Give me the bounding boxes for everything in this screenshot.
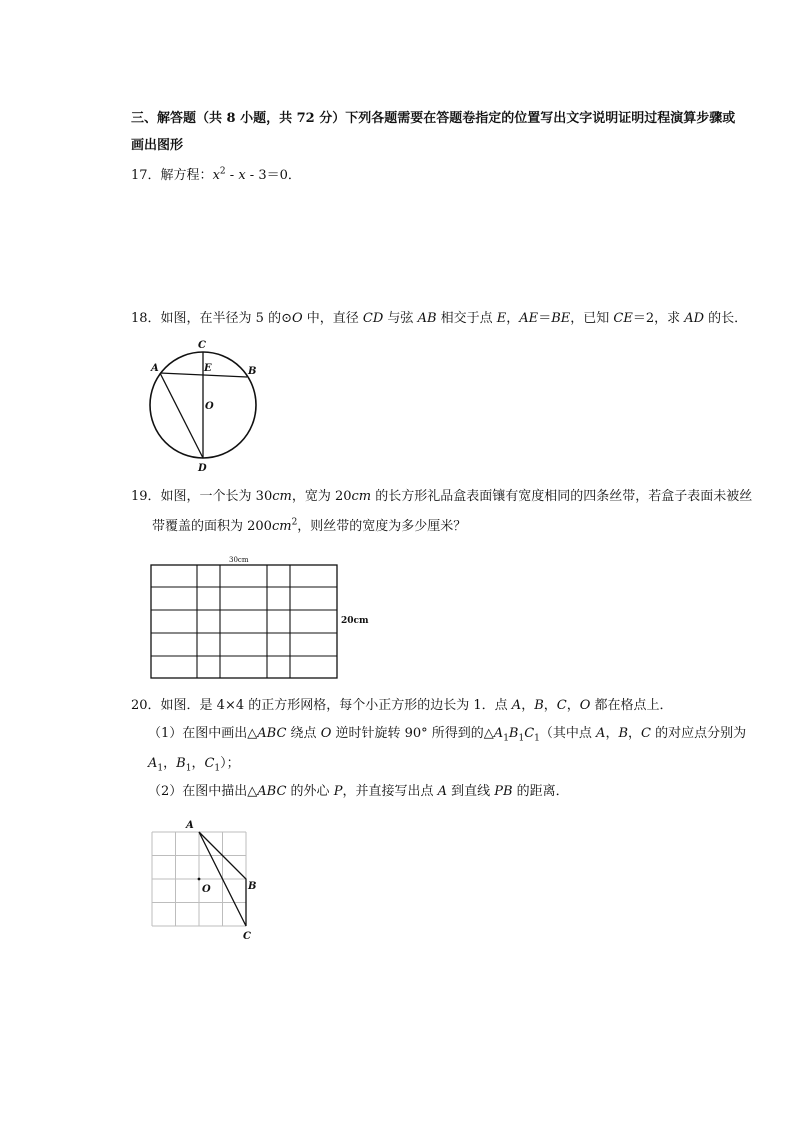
q18-t9: 的长． xyxy=(704,311,748,326)
q20-B1: B xyxy=(508,726,519,741)
q20-p1b: 绕点 xyxy=(286,726,321,741)
q20-s1: 1 xyxy=(503,733,509,744)
q18-CD: CD xyxy=(362,311,384,326)
q17-var-x2: x xyxy=(238,168,246,183)
q18-E: E xyxy=(496,311,507,326)
section-title-line1: 三、解答题（共 8 小题，共 72 分）下列各题需要在答题卷指定的位置写出文字说明证明过程演算步骤或 xyxy=(131,111,736,126)
label-a: A xyxy=(186,820,194,831)
label-c: C xyxy=(198,340,206,351)
q18-O: O xyxy=(291,311,303,326)
q20-C: C xyxy=(556,698,567,713)
q17-number: 17． xyxy=(131,168,161,183)
q20-p1a: （1）在图中画出△ xyxy=(148,726,258,741)
q20-O1: O xyxy=(320,726,332,741)
q20-l3a: A xyxy=(148,756,158,771)
q20-l3s1: 1 xyxy=(157,763,164,774)
label-o: O xyxy=(205,401,214,412)
question-18 xyxy=(131,310,747,328)
q17-prefix: 解方程： xyxy=(160,168,213,183)
q20-A: A xyxy=(511,698,522,713)
q20-t1: 如图．是 4×4 的正方形网格，每个小正方形的边长为 1．点 xyxy=(160,698,512,713)
q19-number: 19． xyxy=(131,489,161,504)
q19-sq: 2 xyxy=(291,517,298,528)
q18-t2: 中，直径 xyxy=(302,311,363,326)
question-19-line1 xyxy=(131,488,752,506)
q20-l3f: ）； xyxy=(220,756,240,771)
q20-p1c: 逆时针旋转 90° 所得到的△ xyxy=(331,726,494,741)
q20-t2: 都在格点上． xyxy=(590,698,673,713)
q20-p2c: ，并直接写出点 xyxy=(342,784,438,799)
q20-PB: PB xyxy=(494,784,513,799)
question-20-line1 xyxy=(131,697,673,715)
point-o xyxy=(198,878,201,881)
q19-l2a: 带覆盖的面积为 200 xyxy=(152,519,272,534)
label-c: C xyxy=(243,931,251,942)
q20-A3: A xyxy=(437,784,447,799)
q18-BE: BE xyxy=(551,311,571,326)
q19-gift-box-figure xyxy=(145,553,385,683)
q19-cm3: cm xyxy=(271,519,292,534)
q20-p2d: 到直线 xyxy=(446,784,495,799)
question-20-part1-cont xyxy=(148,755,240,773)
q20-O: O xyxy=(579,698,591,713)
q20-l3e: C xyxy=(204,756,215,771)
q18-t5: ， xyxy=(506,311,520,326)
segment-ad xyxy=(160,373,203,458)
question-20-part2 xyxy=(148,783,569,801)
q20-p1g: 的对应点分别为 xyxy=(650,726,747,741)
q18-number: 18． xyxy=(131,311,161,326)
q17-minus: - xyxy=(225,168,239,183)
q20-grid-figure xyxy=(140,818,270,943)
label-a: A xyxy=(151,363,159,374)
label-20cm: 20cm xyxy=(341,616,369,626)
q17-end: - 3＝0． xyxy=(245,168,301,183)
label-e: E xyxy=(204,363,212,374)
q17-exponent: 2 xyxy=(219,166,226,177)
q20-p2b: 的外心 xyxy=(286,784,334,799)
q20-ABC2: ABC xyxy=(257,784,287,799)
q20-c3: ， xyxy=(566,698,580,713)
q20-A1: A xyxy=(493,726,504,741)
q18-t6: ＝ xyxy=(538,311,552,326)
q20-c1: ， xyxy=(521,698,535,713)
label-b: B xyxy=(248,881,257,892)
q20-ABC1: ABC xyxy=(257,726,287,741)
q18-t8: ＝2，求 xyxy=(632,311,685,326)
q20-c2: ， xyxy=(543,698,557,713)
q18-t3: 与弦 xyxy=(383,311,418,326)
q20-s3: 1 xyxy=(534,733,540,744)
label-30cm: 30cm xyxy=(229,556,249,564)
q19-t3: 的长方形礼品盒表面镶有宽度相同的四条丝带，若盒子表面未被丝 xyxy=(371,489,753,504)
q20-B: B xyxy=(534,698,544,713)
q18-AD: AD xyxy=(684,311,705,326)
q20-p1d: （其中点 xyxy=(539,726,597,741)
question-20-part1 xyxy=(148,725,746,743)
q18-AE: AE xyxy=(519,311,539,326)
q19-t1: 如图，一个长为 30 xyxy=(160,489,273,504)
q18-circle-figure xyxy=(140,335,270,475)
label-o: O xyxy=(202,884,211,895)
q20-p2e: 的距离． xyxy=(512,784,569,799)
label-d: D xyxy=(198,463,207,474)
q20-C1: C xyxy=(524,726,535,741)
q20-l3s3: 1 xyxy=(214,763,221,774)
q20-l3d: ， xyxy=(191,756,205,771)
q20-C2: C xyxy=(641,726,651,741)
q20-P: P xyxy=(333,784,343,799)
box-outline xyxy=(151,565,337,678)
q19-cm1: cm xyxy=(272,489,292,504)
q17-var-x: x xyxy=(212,168,220,183)
q18-t4: 相交于点 xyxy=(436,311,497,326)
q18-t1: 如图，在半径为 5 的⊙ xyxy=(160,311,292,326)
q18-AB: AB xyxy=(417,311,437,326)
q19-t2: ，宽为 20 xyxy=(291,489,352,504)
question-17 xyxy=(131,167,301,185)
label-b: B xyxy=(248,366,257,377)
q19-l2b: ，则丝带的宽度为多少厘米？ xyxy=(297,519,467,534)
section-title-line2: 画出图形 xyxy=(131,138,184,153)
question-19-line2 xyxy=(152,518,466,536)
q20-number: 20． xyxy=(131,698,161,713)
q18-CE: CE xyxy=(613,311,633,326)
q20-p2a: （2）在图中描出△ xyxy=(148,784,258,799)
q20-s2: 1 xyxy=(518,733,525,744)
q19-cm2: cm xyxy=(351,489,372,504)
q18-t7: ，已知 xyxy=(570,311,614,326)
q20-A2: A xyxy=(596,726,606,741)
q20-l3c: B xyxy=(176,756,186,771)
q20-p1e: ， xyxy=(605,726,619,741)
q20-p1f: ， xyxy=(628,726,642,741)
q20-l3s2: 1 xyxy=(185,763,192,774)
q20-B2: B xyxy=(618,726,629,741)
q20-l3b: ， xyxy=(163,756,177,771)
